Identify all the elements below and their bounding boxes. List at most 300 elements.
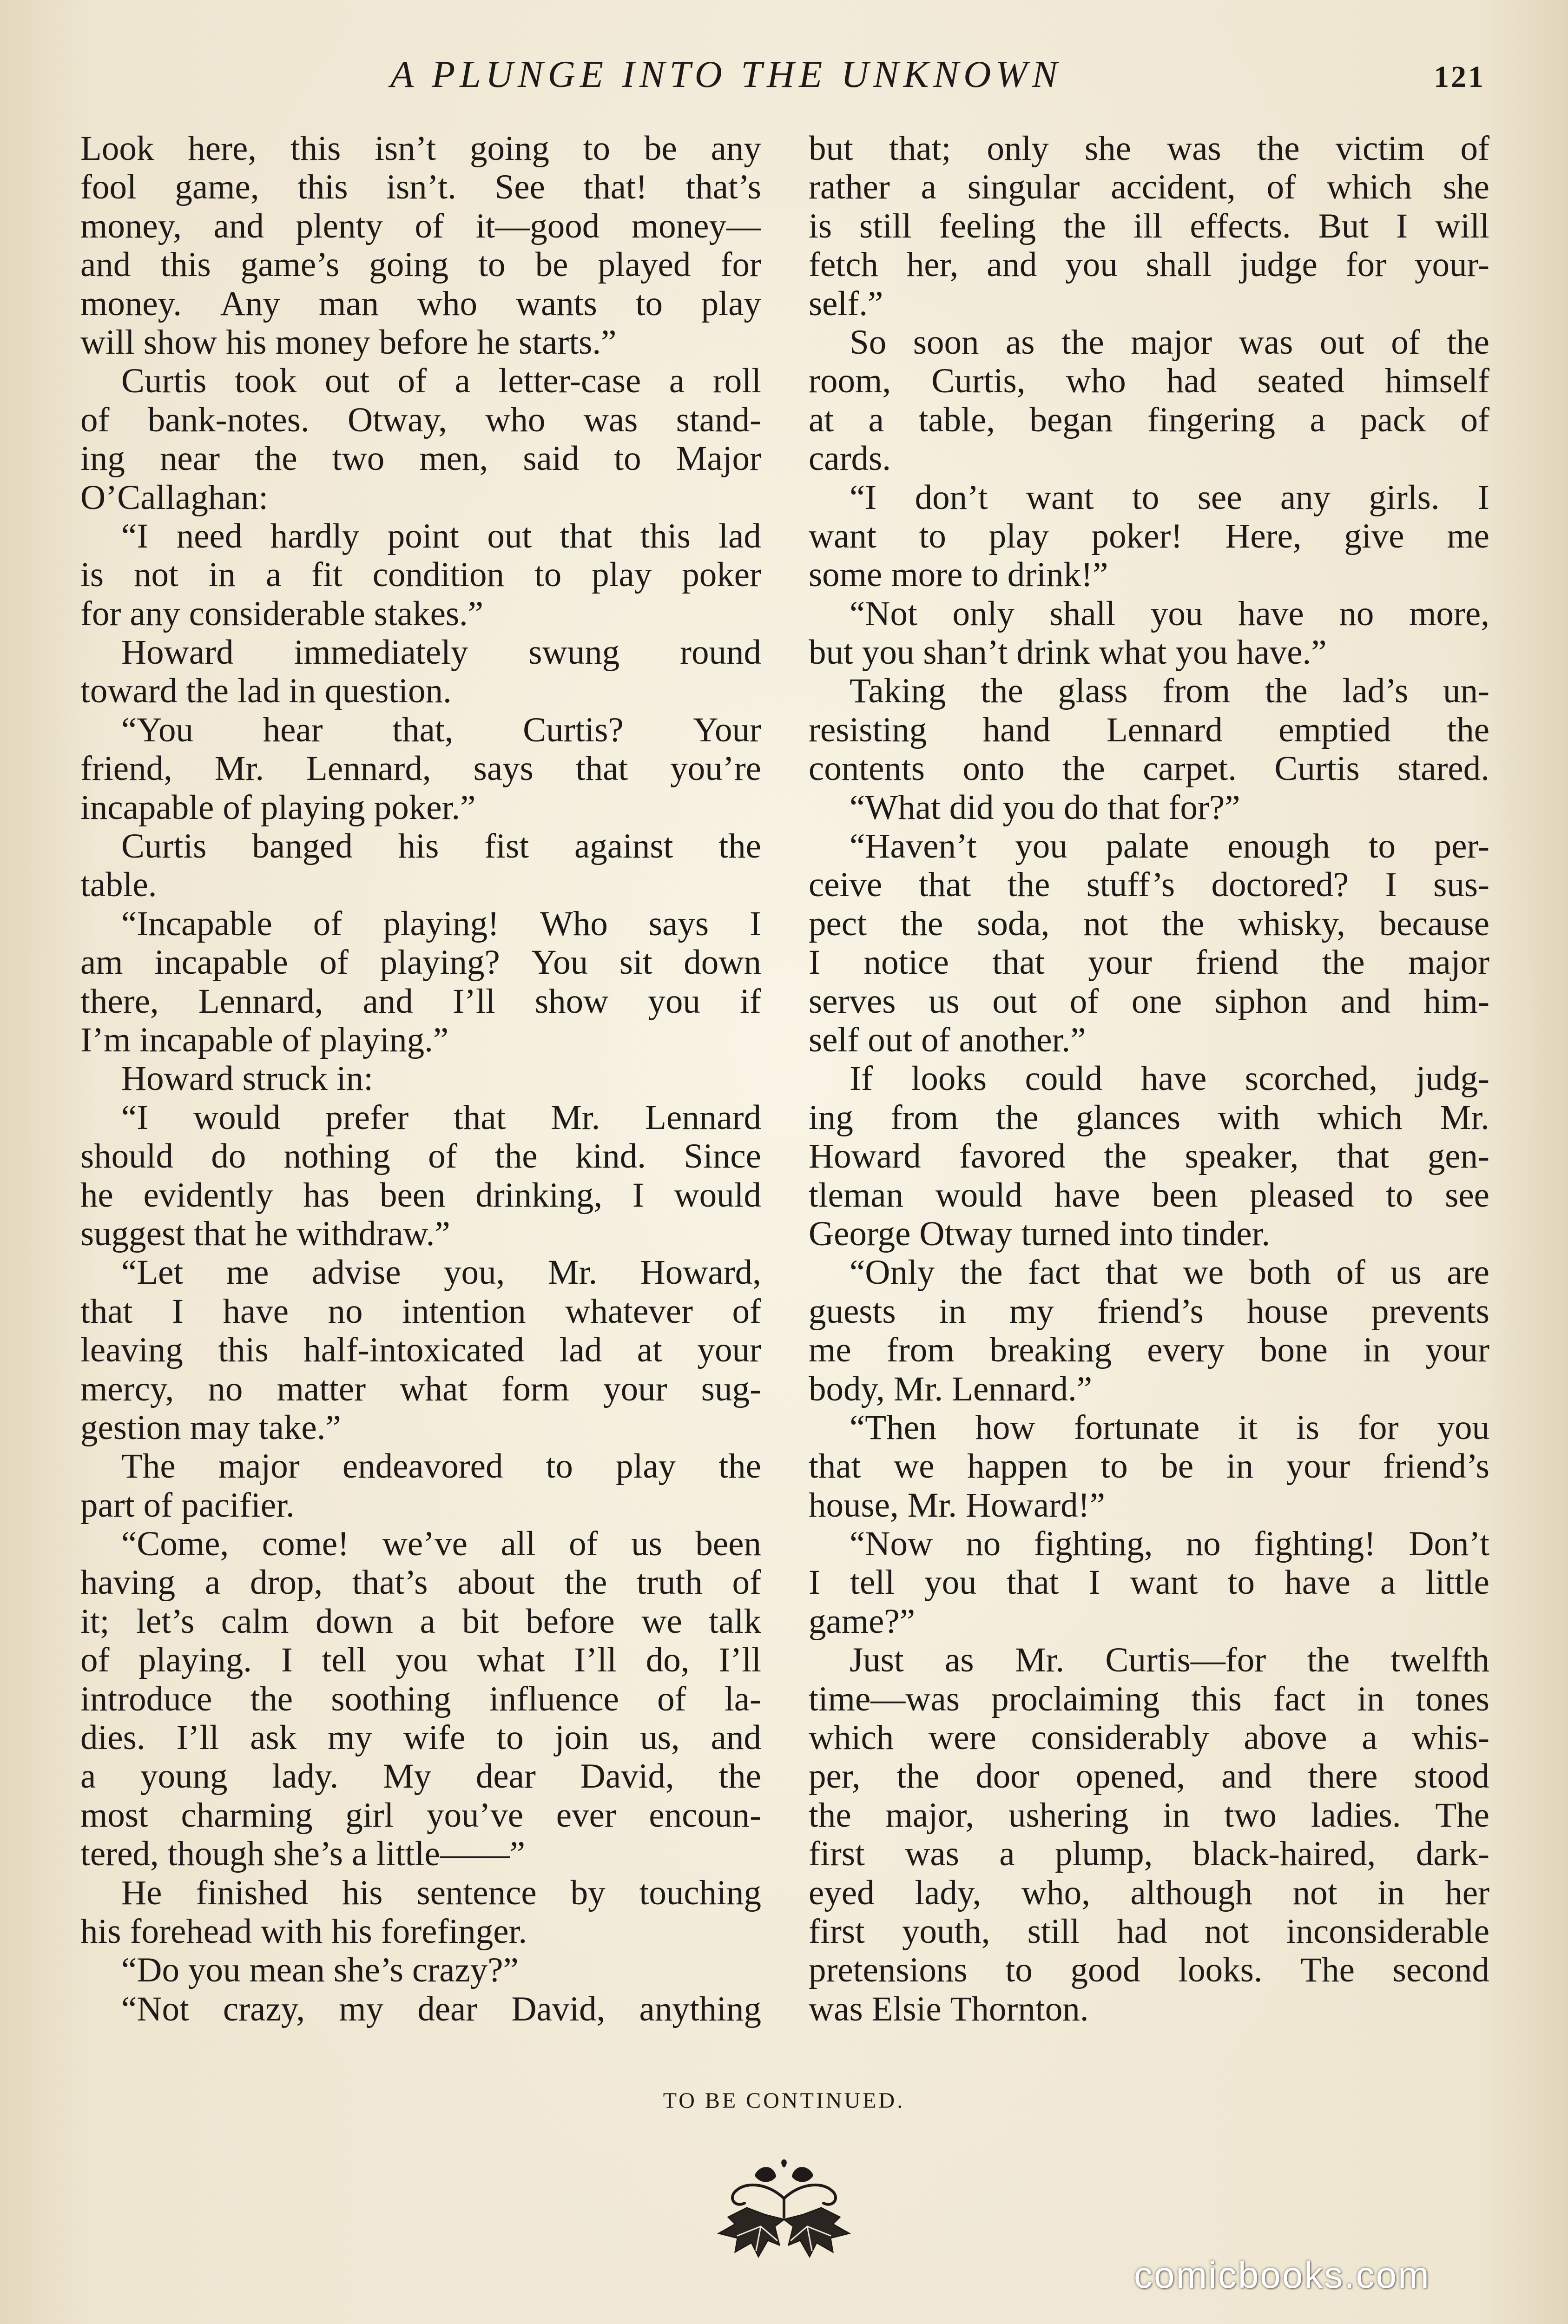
word: come! xyxy=(262,1525,349,1564)
word: my xyxy=(328,1718,372,1757)
word: that xyxy=(1337,1137,1390,1176)
word: for xyxy=(720,245,761,284)
word: cards. xyxy=(809,439,891,478)
word: and xyxy=(213,206,264,245)
word: some xyxy=(809,555,883,594)
word: that! xyxy=(583,168,647,207)
word: a xyxy=(921,168,936,207)
word: need xyxy=(176,516,243,555)
word: him- xyxy=(1423,982,1489,1021)
word: it; xyxy=(80,1602,110,1641)
word: going xyxy=(369,245,449,284)
word: friend’s xyxy=(1383,1447,1489,1486)
word: dark- xyxy=(1416,1835,1489,1874)
word: Howard xyxy=(809,1137,921,1176)
word: question. xyxy=(324,672,452,711)
word: tered, xyxy=(80,1835,159,1874)
word: if xyxy=(740,982,761,1021)
text-line xyxy=(80,284,761,323)
word: hand xyxy=(982,710,1051,749)
word: fit xyxy=(311,555,343,594)
word: don’t xyxy=(915,478,988,517)
word: per- xyxy=(1434,827,1489,866)
word: fingering xyxy=(1147,400,1276,439)
word: is xyxy=(80,555,104,594)
word: Howard, xyxy=(640,1253,761,1292)
word: Curtis xyxy=(121,362,207,401)
word: youth, xyxy=(902,1912,990,1951)
word: your xyxy=(1286,1447,1351,1486)
word: ill xyxy=(1133,206,1163,245)
word: and xyxy=(1340,982,1391,1021)
word: playing! xyxy=(383,904,500,943)
word: was xyxy=(1167,129,1221,168)
word: “Do xyxy=(121,1951,179,1990)
word: a xyxy=(868,400,884,439)
text-line xyxy=(80,672,761,710)
word: O’Callaghan: xyxy=(80,478,269,517)
word: only xyxy=(987,129,1049,168)
word: Lennard.” xyxy=(952,1369,1093,1408)
word: want xyxy=(1130,1563,1198,1602)
word: eyed xyxy=(809,1873,875,1912)
word: starts.” xyxy=(519,323,617,362)
text-line xyxy=(80,1098,761,1137)
text-line xyxy=(80,168,761,206)
word: before xyxy=(379,323,468,362)
word: stared. xyxy=(1397,749,1489,788)
word: of xyxy=(415,206,444,245)
word: Otway, xyxy=(348,400,447,439)
word: here, xyxy=(188,129,257,168)
word: above xyxy=(1244,1718,1327,1757)
to-be-continued-note: TO BE CONTINUED. xyxy=(663,2088,905,2113)
word: game?” xyxy=(809,1602,915,1641)
word: “Not xyxy=(850,594,917,633)
word: poker xyxy=(682,555,761,594)
word: proclaiming xyxy=(991,1679,1160,1718)
word: the xyxy=(1062,749,1105,788)
word: glass xyxy=(1058,672,1128,711)
word: be xyxy=(644,129,677,168)
word: before xyxy=(526,1602,615,1641)
word: pacifier. xyxy=(181,1486,295,1525)
word: any xyxy=(711,129,761,168)
word: only xyxy=(952,594,1015,633)
word: his xyxy=(342,1873,383,1912)
word: but xyxy=(809,633,853,672)
word: you xyxy=(188,1951,241,1990)
word: second xyxy=(1392,1951,1489,1990)
word: was xyxy=(583,400,638,439)
word: out xyxy=(325,362,369,401)
word: the xyxy=(250,1679,293,1718)
text-line xyxy=(80,1757,761,1796)
word: struck xyxy=(242,1059,328,1098)
word: Curtis xyxy=(1274,749,1360,788)
word: your- xyxy=(1414,245,1489,284)
word: this xyxy=(640,516,691,555)
word: Elsie xyxy=(871,1989,942,2028)
word: a xyxy=(265,555,282,594)
word: breaking xyxy=(989,1331,1112,1370)
word: near xyxy=(159,439,220,478)
word: us xyxy=(1390,1253,1422,1292)
word: of xyxy=(319,943,349,982)
word: plump, xyxy=(1054,1835,1153,1874)
word: who xyxy=(1066,362,1126,401)
word: still xyxy=(859,206,912,245)
word: has xyxy=(303,1175,350,1215)
word: the xyxy=(1447,710,1489,749)
word: still xyxy=(1027,1912,1080,1951)
word: first xyxy=(809,1835,865,1874)
word: into xyxy=(1119,1214,1173,1253)
word: Lennard, xyxy=(198,982,323,1021)
word: what xyxy=(400,1369,468,1408)
word: anything xyxy=(639,1989,761,2028)
word: lad’s xyxy=(1342,672,1409,711)
word: this xyxy=(297,168,348,207)
word: me xyxy=(1447,516,1489,555)
word: I xyxy=(281,1641,293,1680)
word: in xyxy=(1226,1447,1254,1486)
text-line xyxy=(809,1990,1489,2028)
word: endeavored xyxy=(342,1447,503,1486)
word: good xyxy=(1070,1951,1140,1990)
word: David, xyxy=(511,1989,606,2028)
word: want xyxy=(809,516,876,555)
word: pect xyxy=(809,904,867,943)
word: singular xyxy=(967,168,1080,207)
text-line xyxy=(80,1447,761,1486)
word: out xyxy=(992,982,1037,1021)
word: this xyxy=(290,129,341,168)
word: ushering xyxy=(1008,1796,1129,1835)
word: we’ve xyxy=(382,1525,468,1564)
text-line xyxy=(809,168,1489,206)
text-line xyxy=(80,555,761,594)
word: us, xyxy=(640,1718,680,1757)
word: Curtis xyxy=(121,827,207,866)
word: fighting! xyxy=(1253,1525,1376,1564)
word: My xyxy=(382,1757,432,1796)
word: fact xyxy=(1273,1679,1326,1718)
word: have.” xyxy=(1236,633,1327,672)
word: do xyxy=(211,1137,246,1176)
word: truth xyxy=(637,1563,703,1602)
text-line xyxy=(809,401,1489,439)
word: the xyxy=(564,1563,607,1602)
word: effects. xyxy=(1190,206,1291,245)
word: no xyxy=(208,1369,243,1408)
word: money, xyxy=(80,206,182,245)
word: money xyxy=(275,323,370,362)
word: Mr. xyxy=(214,749,264,788)
word: lady. xyxy=(272,1757,339,1796)
word: which xyxy=(1326,168,1412,207)
word: playing.” xyxy=(320,1020,449,1059)
word: in: xyxy=(336,1059,374,1098)
word: a xyxy=(669,362,685,401)
word: will xyxy=(80,323,135,362)
word: a xyxy=(80,1757,96,1796)
word: although xyxy=(1130,1873,1252,1912)
text-line xyxy=(80,1059,761,1098)
word: it xyxy=(1238,1408,1258,1447)
word: condition xyxy=(372,555,505,594)
word: this xyxy=(218,1331,269,1370)
text-line xyxy=(80,401,761,439)
word: there, xyxy=(80,982,159,1021)
word: a xyxy=(455,362,470,401)
word: young xyxy=(140,1757,228,1796)
word: Look xyxy=(80,129,154,168)
word: “Incapable xyxy=(121,904,272,943)
word: toward xyxy=(80,672,178,711)
word: have xyxy=(223,1292,289,1331)
text-line xyxy=(809,1718,1489,1757)
text-line xyxy=(80,323,761,362)
word: ever xyxy=(556,1796,616,1835)
word: Your xyxy=(693,710,761,749)
word: talk xyxy=(709,1602,761,1641)
word: play xyxy=(701,284,761,323)
word: that xyxy=(1107,788,1160,827)
word: part xyxy=(80,1486,135,1525)
word: your xyxy=(603,1369,667,1408)
word: lad xyxy=(718,516,761,555)
word: Curtis? xyxy=(523,710,624,749)
word: game’s xyxy=(240,245,340,284)
word: money. xyxy=(80,284,182,323)
word: to xyxy=(635,284,663,323)
word: to xyxy=(534,555,562,594)
word: of xyxy=(1391,323,1420,362)
word: David, xyxy=(580,1757,674,1796)
word: what xyxy=(477,1641,545,1680)
word: we xyxy=(1183,1253,1224,1292)
word: “Let xyxy=(121,1253,184,1292)
word: Mr. xyxy=(893,1369,943,1408)
word: to xyxy=(496,1718,524,1757)
word: me xyxy=(226,1253,269,1292)
word: prefer xyxy=(325,1098,409,1137)
word: the xyxy=(995,1098,1039,1137)
word: you xyxy=(1065,245,1118,284)
word: that’s xyxy=(685,168,761,207)
word: had xyxy=(1166,362,1217,401)
word: ask xyxy=(250,1718,297,1757)
word: he xyxy=(80,1175,113,1215)
word: ceive xyxy=(809,865,883,905)
word: The xyxy=(1435,1796,1489,1835)
word: play xyxy=(592,555,652,594)
text-line xyxy=(80,1525,761,1563)
word: down xyxy=(684,943,761,982)
word: as xyxy=(945,1641,974,1680)
word: a xyxy=(1380,1563,1396,1602)
word: of xyxy=(313,904,343,943)
word: of xyxy=(428,1137,457,1176)
word: we xyxy=(894,1447,935,1486)
word: his xyxy=(226,323,267,362)
word: do, xyxy=(646,1641,690,1680)
word: I’m xyxy=(80,1020,131,1059)
word: palate xyxy=(1106,827,1189,866)
word: Mr. xyxy=(907,1486,957,1525)
word: have xyxy=(1054,1175,1120,1215)
text-line xyxy=(80,827,761,865)
word: from xyxy=(1162,672,1231,711)
word: So xyxy=(850,323,887,362)
word: of xyxy=(1266,168,1296,207)
word: incapable xyxy=(80,788,214,827)
word: and xyxy=(711,1718,761,1757)
word: favored xyxy=(959,1137,1066,1176)
text-line xyxy=(809,207,1489,245)
text-line xyxy=(809,1331,1489,1369)
word: intention xyxy=(402,1292,526,1331)
word: little——” xyxy=(376,1835,526,1874)
word: to xyxy=(1368,827,1396,866)
word: hear xyxy=(263,710,323,749)
word: forehead xyxy=(130,1912,252,1951)
word: she’s xyxy=(273,1835,343,1874)
word: roll xyxy=(712,362,761,401)
word: how xyxy=(975,1408,1035,1447)
word: your xyxy=(697,1331,761,1370)
word: have xyxy=(1238,594,1304,633)
word: do xyxy=(1064,788,1099,827)
word: “I xyxy=(121,516,149,555)
word: she xyxy=(1084,129,1131,168)
text-line xyxy=(809,1447,1489,1486)
word: because xyxy=(1379,904,1489,943)
word: Howard!” xyxy=(966,1486,1105,1525)
word: going xyxy=(470,129,549,168)
word: kind. xyxy=(575,1137,646,1176)
word: You xyxy=(531,943,588,982)
word: incapable xyxy=(154,943,288,982)
word: dies. xyxy=(80,1718,145,1757)
word: from xyxy=(890,1098,959,1137)
word: were xyxy=(929,1718,996,1757)
word: the xyxy=(1265,672,1308,711)
word: you xyxy=(1002,788,1055,827)
word: he xyxy=(477,323,510,362)
word: friend’s xyxy=(1097,1292,1204,1331)
text-line xyxy=(809,1176,1489,1215)
word: gen- xyxy=(1427,1137,1489,1176)
word: both xyxy=(1249,1253,1311,1292)
word: withdraw.” xyxy=(296,1214,450,1253)
word: Taking xyxy=(850,672,946,711)
word: “You xyxy=(121,710,193,749)
word: doctored? xyxy=(1211,865,1349,905)
word: took xyxy=(235,362,297,401)
word: plenty xyxy=(296,206,383,245)
word: of xyxy=(223,788,252,827)
word: there xyxy=(1308,1757,1378,1796)
word: tinder. xyxy=(1182,1214,1271,1253)
text-line xyxy=(809,1951,1489,1989)
word: would xyxy=(935,1175,1023,1215)
word: that; xyxy=(889,129,951,168)
running-head xyxy=(0,49,1568,100)
text-line xyxy=(80,1912,761,1951)
text-line xyxy=(809,865,1489,904)
word: in xyxy=(1377,1873,1405,1912)
word: the xyxy=(1063,206,1106,245)
word: considerable xyxy=(189,594,365,633)
word: been xyxy=(379,1175,446,1215)
word: Mr. xyxy=(551,1098,600,1137)
word: to xyxy=(1132,478,1160,517)
word: ing xyxy=(809,1098,853,1137)
word: and xyxy=(362,982,413,1021)
word: seated xyxy=(1257,362,1344,401)
word: not xyxy=(1204,1912,1249,1951)
word: began xyxy=(1029,400,1113,439)
word: about xyxy=(457,1563,535,1602)
text-line xyxy=(809,711,1489,749)
word: says xyxy=(648,904,709,943)
word: Lennard, xyxy=(306,749,431,788)
text-line xyxy=(809,1525,1489,1563)
word: at xyxy=(809,400,834,439)
word: lad xyxy=(237,672,280,711)
word: twelfth xyxy=(1390,1641,1489,1680)
word: drink!” xyxy=(1007,555,1108,594)
word: your xyxy=(1088,943,1152,982)
word: I xyxy=(632,1175,644,1215)
word: you xyxy=(1150,594,1203,633)
word: house, xyxy=(809,1486,899,1525)
running-title: A PLUNGE INTO THE UNKNOWN xyxy=(390,53,1062,95)
word: to xyxy=(1386,1175,1413,1215)
word: point xyxy=(387,516,459,555)
text-line xyxy=(80,245,761,284)
word: sentence xyxy=(416,1873,537,1912)
word: shall xyxy=(1049,594,1116,633)
word: it—good xyxy=(475,206,600,245)
word: my xyxy=(1009,1292,1054,1331)
word: pretensions xyxy=(809,1951,968,1990)
word: had xyxy=(1117,1912,1167,1951)
text-line xyxy=(80,633,761,672)
word: this xyxy=(160,245,211,284)
text-line xyxy=(80,1486,761,1525)
word: I xyxy=(809,1563,820,1602)
word: un- xyxy=(1443,672,1489,711)
word: But xyxy=(1318,206,1369,245)
word: you xyxy=(862,633,915,672)
word: me xyxy=(809,1331,851,1370)
word: happen xyxy=(967,1447,1068,1486)
word: the xyxy=(718,827,761,866)
word: the xyxy=(718,1757,761,1796)
word: Lennard xyxy=(1106,710,1223,749)
word: girl xyxy=(345,1796,394,1835)
word: that xyxy=(453,1098,506,1137)
word: isn’t xyxy=(375,129,436,168)
text-line xyxy=(809,1680,1489,1718)
word: you xyxy=(1437,1408,1489,1447)
word: could xyxy=(1025,1059,1103,1098)
word: forefinger. xyxy=(381,1912,527,1951)
word: of xyxy=(80,1641,110,1680)
